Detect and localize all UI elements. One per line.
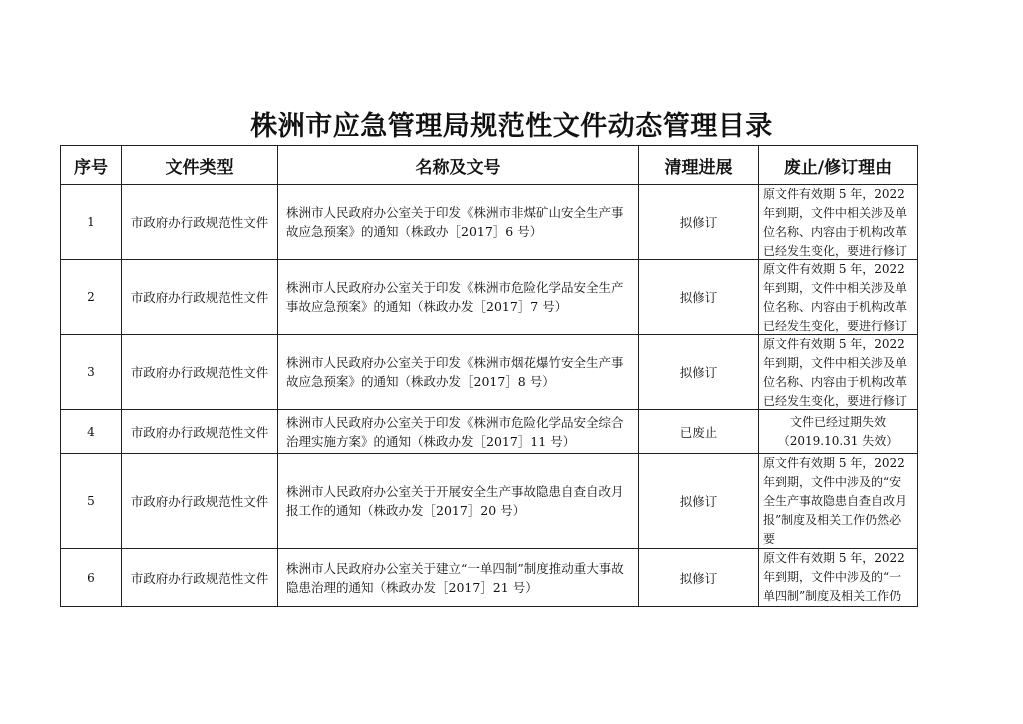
reason-text: 原文件有效期 5 年，2022 年到期，文件中涉及的“安全生产事故隐患自查自改月报”制度及相关工作仍然必要: [763, 456, 908, 546]
header-progress: 清理进展: [639, 146, 759, 185]
cell-no: 6: [61, 549, 122, 607]
table-row: [61, 185, 918, 260]
cell-progress: 拟修订: [639, 260, 759, 335]
reason-text: 原文件有效期 5 年，2022 年到期，文件中相关涉及单位名称、内容由于机构改革已经发生变化，要进行修订: [763, 187, 908, 258]
reason-text: 原文件有效期 5 年，2022 年到期，文件中涉及的“一单四制”制度及相关工作仍: [763, 551, 905, 603]
cell-reason: [759, 410, 918, 454]
table-row: [61, 549, 918, 607]
cell-progress: 拟修订: [639, 335, 759, 410]
catalog-table: [60, 145, 918, 607]
cell-no: 2: [61, 260, 122, 335]
table-row: [61, 260, 918, 335]
reason-text: 原文件有效期 5 年，2022 年到期，文件中相关涉及单位名称、内容由于机构改革已经发生变化，要进行修订: [763, 337, 908, 408]
cell-name: 株洲市人民政府办公室关于开展安全生产事故隐患自查自改月报工作的通知（株政办发［2017］20 号）: [278, 454, 639, 549]
cell-reason: [759, 335, 918, 410]
header-no: 序号: [61, 146, 122, 185]
cell-no: 4: [61, 410, 122, 454]
cell-no: 1: [61, 185, 122, 260]
cell-no: 3: [61, 335, 122, 410]
cell-type: 市政府办行政规范性文件: [122, 185, 278, 260]
cell-no: 5: [61, 454, 122, 549]
table-row: [61, 335, 918, 410]
cell-name: 株洲市人民政府办公室关于建立“一单四制”制度推动重大事故隐患治理的通知（株政办发［2017］21 号）: [278, 549, 639, 607]
cell-name: 株洲市人民政府办公室关于印发《株洲市危险化学品安全综合治理实施方案》的通知（株政办发［2017］11 号）: [278, 410, 639, 454]
table-row: [61, 410, 918, 454]
cell-type: 市政府办行政规范性文件: [122, 549, 278, 607]
cell-reason: [759, 260, 918, 335]
cell-name: 株洲市人民政府办公室关于印发《株洲市危险化学品安全生产事故应急预案》的通知（株政办发［2017］7 号）: [278, 260, 639, 335]
cell-progress: 拟修订: [639, 549, 759, 607]
cell-progress: 拟修订: [639, 454, 759, 549]
header-reason: 废止/修订理由: [759, 146, 918, 185]
page-title: 株洲市应急管理局规范性文件动态管理目录: [250, 111, 773, 142]
cell-name: 株洲市人民政府办公室关于印发《株洲市非煤矿山安全生产事故应急预案》的通知（株政办［2017］6 号）: [278, 185, 639, 260]
reason-line: 文件已经过期失效: [789, 414, 886, 429]
header-name: 名称及文号: [278, 146, 639, 185]
cell-name: 株洲市人民政府办公室关于印发《株洲市烟花爆竹安全生产事故应急预案》的通知（株政办发［2017］8 号）: [278, 335, 639, 410]
cell-type: 市政府办行政规范性文件: [122, 454, 278, 549]
cell-type: 市政府办行政规范性文件: [122, 410, 278, 454]
cell-progress: 已废止: [639, 410, 759, 454]
cell-type: 市政府办行政规范性文件: [122, 335, 278, 410]
reason-text: 原文件有效期 5 年，2022 年到期，文件中相关涉及单位名称、内容由于机构改革已经发生变化，要进行修订: [763, 262, 908, 333]
table-row: [61, 454, 918, 549]
table-header-row: [61, 146, 918, 185]
cell-reason: [759, 549, 918, 607]
cell-progress: 拟修订: [639, 185, 759, 260]
cell-type: 市政府办行政规范性文件: [122, 260, 278, 335]
cell-reason: [759, 185, 918, 260]
header-type: 文件类型: [122, 146, 278, 185]
reason-line: （2019.10.31 失效）: [777, 433, 899, 448]
cell-reason: [759, 454, 918, 549]
